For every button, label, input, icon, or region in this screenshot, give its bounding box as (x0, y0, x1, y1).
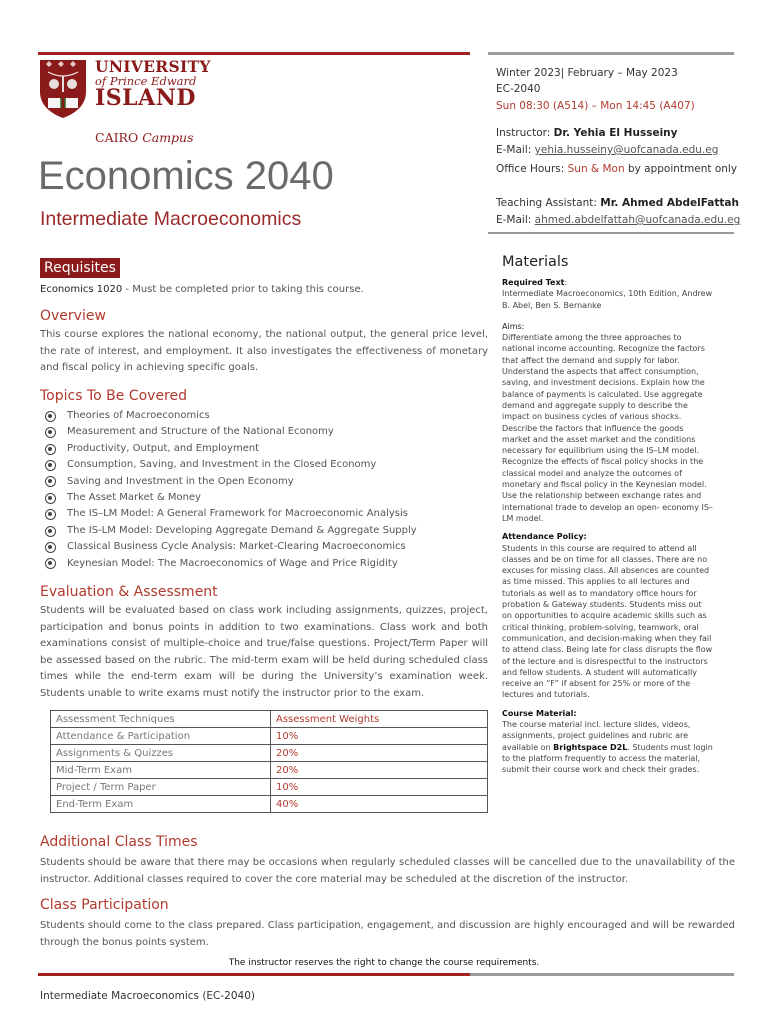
campus-label (95, 130, 194, 145)
campus-city: CAIRO (95, 130, 139, 145)
office-hours-days: Sun & Mon (567, 163, 625, 175)
course-material-part1: The course material incl. lecture slides, videos, assignments, project guidelines and rubric are available on (502, 719, 691, 752)
technique-cell: Mid-Term Exam (51, 762, 271, 779)
brightspace-label: Brightspace D2L (553, 742, 628, 752)
list-item (45, 506, 485, 522)
weight-cell: 40% (271, 796, 488, 813)
list-item (45, 408, 485, 424)
office-hours-suffix: by appointment only (624, 163, 738, 175)
table-row (51, 745, 488, 762)
instructor-email-row (496, 143, 718, 157)
bullet-icon (45, 460, 56, 471)
requisites-text (40, 282, 490, 299)
bullet-icon (45, 542, 56, 553)
topic-text: The Asset Market & Money (67, 492, 201, 504)
required-text-row (502, 277, 714, 288)
evaluation-heading: Evaluation & Assessment (40, 584, 218, 600)
course-material-part2: . Students must login to the platform frequently to access the material, submit their course work and check their grades. (502, 742, 713, 775)
instructor-row (496, 126, 678, 140)
table-row (51, 728, 488, 745)
topics-heading: Topics To Be Covered (40, 388, 187, 404)
instructor-name: Dr. Yehia El Husseiny (553, 127, 678, 139)
weight-cell: 20% (271, 745, 488, 762)
overview-text: This course explores the national economy, the national output, the general price level, the rate of interest, and employment. It also investigates the effectiveness of monetary and fiscal policy in achieving specific goals. (40, 329, 488, 373)
table-header-techniques: Assessment Techniques (51, 711, 271, 728)
participation-heading: Class Participation (40, 897, 169, 913)
university-logo (38, 57, 211, 150)
campus-word: Campus (142, 130, 194, 145)
top-rule-left (38, 52, 470, 55)
requisite-course: Economics 1020 (40, 284, 123, 295)
instructor-email-link[interactable]: yehia.husseiny@uofcanada.edu.eg (534, 144, 719, 156)
technique-cell: Attendance & Participation (51, 728, 271, 745)
bullet-icon (45, 427, 56, 438)
table-row (51, 796, 488, 813)
topic-text: Classical Business Cycle Analysis: Market-Clearing Macroeconomics (67, 541, 406, 553)
footer-rule-right (470, 973, 734, 976)
top-rule-right (488, 52, 734, 55)
bullet-icon (45, 411, 56, 422)
topic-text: Productivity, Output, and Employment (67, 442, 260, 454)
evaluation-text: Students will be evaluated based on class work including assignments, quizzes, project, participation and bonus points in addition to two examinations. Class work and both examinations consist of multiple-choice and true/false questions. Project/Term Paper will be assessed based on the rubric. The mid-term exam will be held during scheduled class times while the end-term exam will be during the University’s examination week. Students unable to write exams must notify the instructor prior to the exam. (40, 605, 488, 699)
additional-text: Students should be aware that there may be occasions when regularly scheduled classes will be cancelled due to the unavailability of the instructor. Additional classes required to cover the core material may be scheduled at the discretion of the instructor. (40, 857, 735, 885)
required-text-body: Intermediate Macroeconomics, 10th Edition, Andrew B. Abel, Ben S. Bernanke (502, 289, 713, 310)
university-name (95, 58, 211, 109)
bullet-icon (45, 509, 56, 520)
weight-cell: 10% (271, 779, 488, 796)
list-item (45, 523, 485, 539)
list-item (45, 556, 485, 572)
bullet-icon (45, 476, 56, 487)
list-item (45, 441, 485, 457)
materials-column (502, 277, 714, 775)
attendance-text: Students in this course are required to attend all classes and be on time for all classes. There are no excuses for missing class. All absences are counted as time missed. This applies to all lectures and tutorials as well as to mandatory office hours for probation & Gateway students. Students miss out on opportunities to acquire academic skills such as critical thinking, problem-solving, teamwork, oral communication, and decision-making when they fail to attend class. Being late for class disrupts the flow of the lecture and is disrespectful to the instructors and fellow students. A student will automatically receive an “F” if absent for 25% or more of the lectures and tutorials. (502, 543, 713, 700)
course-code: EC-2040 (496, 83, 541, 95)
participation-text: Students should come to the class prepared. Class participation, engagement, and discussion are highly encouraged and will be rewarded through the bonus points system. (40, 920, 735, 948)
aims-label: Aims: (502, 321, 525, 331)
list-item (45, 490, 485, 506)
course-material-text (502, 719, 714, 775)
list-item (45, 424, 485, 440)
additional-heading: Additional Class Times (40, 834, 198, 850)
ta-email-row (496, 213, 740, 227)
course-material-label: Course Material: (502, 708, 577, 718)
topic-text: Keynesian Model: The Macroeconomics of Wage and Price Rigidity (67, 557, 398, 569)
term-text: Winter 2023| February – May 2023 (496, 67, 678, 79)
topic-text: Saving and Investment in the Open Economy (67, 475, 294, 487)
aims-text: Differentiate among the three approaches to national income accounting. Recognize the factors that affect the demand and supply for labor. Understand the aspects that affect consumption, saving, and investment decisions. Explain how the balance of payments is calculated. Use aggregate demand and aggregate supply to describe the impact on business cycles of various shocks. Describe the factors that influence the goods market and the asset market and the conditions necessary for equilibrium using the IS–LM model. Recognize the effects of fiscal policy shocks in the classical model and analyze the outcomes of monetary and fiscal policy in the Keynesian model. Use the relationship between exchange rates and international trade to develop an open- economy IS–LM model. (502, 333, 713, 523)
table-row (51, 779, 488, 796)
bullet-icon (45, 444, 56, 455)
topic-text: Measurement and Structure of the National Economy (67, 426, 334, 438)
bullet-icon (45, 526, 56, 537)
office-hours-label: Office Hours: (496, 163, 568, 175)
topic-text: Theories of Macroeconomics (67, 410, 210, 421)
ta-name: Mr. Ahmed AbdelFattah (600, 197, 739, 209)
topics-list (45, 408, 485, 572)
ta-row (496, 196, 739, 210)
ta-email-link[interactable]: ahmed.abdelfattah@uofcanada.edu.eg (534, 214, 741, 226)
university-line3: ISLAND (95, 85, 196, 111)
topic-text: The IS-LM Model: Developing Aggregate Demand & Aggregate Supply (67, 524, 417, 536)
topic-text: Consumption, Saving, and Investment in the Closed Economy (67, 459, 377, 471)
table-header-weights: Assessment Weights (271, 711, 488, 728)
class-schedule: Sun 08:30 (A514) – Mon 14:45 (A407) (496, 100, 695, 112)
weight-cell: 20% (271, 762, 488, 779)
table-header-row (51, 711, 488, 728)
list-item (45, 539, 485, 555)
university-line1: UNIVERSITY (95, 57, 211, 76)
email-label: E-Mail: (496, 144, 535, 156)
technique-cell: End-Term Exam (51, 796, 271, 813)
ta-label: Teaching Assistant: (496, 197, 601, 209)
crest-icon (38, 58, 88, 120)
list-item (45, 457, 485, 473)
header-info-rule (488, 232, 734, 234)
topic-text: The IS–LM Model: A General Framework for Macroeconomic Analysis (67, 508, 408, 520)
list-item (45, 474, 485, 490)
requisite-note: - Must be completed prior to taking this course. (122, 284, 364, 295)
office-hours-row (496, 162, 737, 176)
weight-cell: 10% (271, 728, 488, 745)
table-row (51, 762, 488, 779)
assessment-table (50, 710, 488, 813)
bullet-icon (45, 493, 56, 504)
page-subtitle: Intermediate Macroeconomics (40, 208, 302, 230)
attendance-label: Attendance Policy: (502, 532, 587, 542)
requisites-heading: Requisites (40, 258, 120, 278)
page-title: Economics 2040 (38, 154, 334, 198)
materials-heading: Materials (502, 254, 569, 270)
footer-rule-left (38, 973, 470, 976)
overview-heading: Overview (40, 308, 106, 324)
technique-cell: Assignments & Quizzes (51, 745, 271, 762)
footer-note: The instructor reserves the right to change the course requirements. (228, 958, 540, 968)
technique-cell: Project / Term Paper (51, 779, 271, 796)
university-line2: of Prince Edward (95, 74, 197, 88)
bullet-icon (45, 558, 56, 569)
ta-email-label: E-Mail: (496, 214, 535, 226)
footer-course: Intermediate Macroeconomics (EC-2040) (40, 990, 255, 1002)
required-text-label: Required Text (502, 278, 565, 287)
required-text-colon: : (564, 278, 568, 287)
instructor-label: Instructor: (496, 127, 554, 139)
